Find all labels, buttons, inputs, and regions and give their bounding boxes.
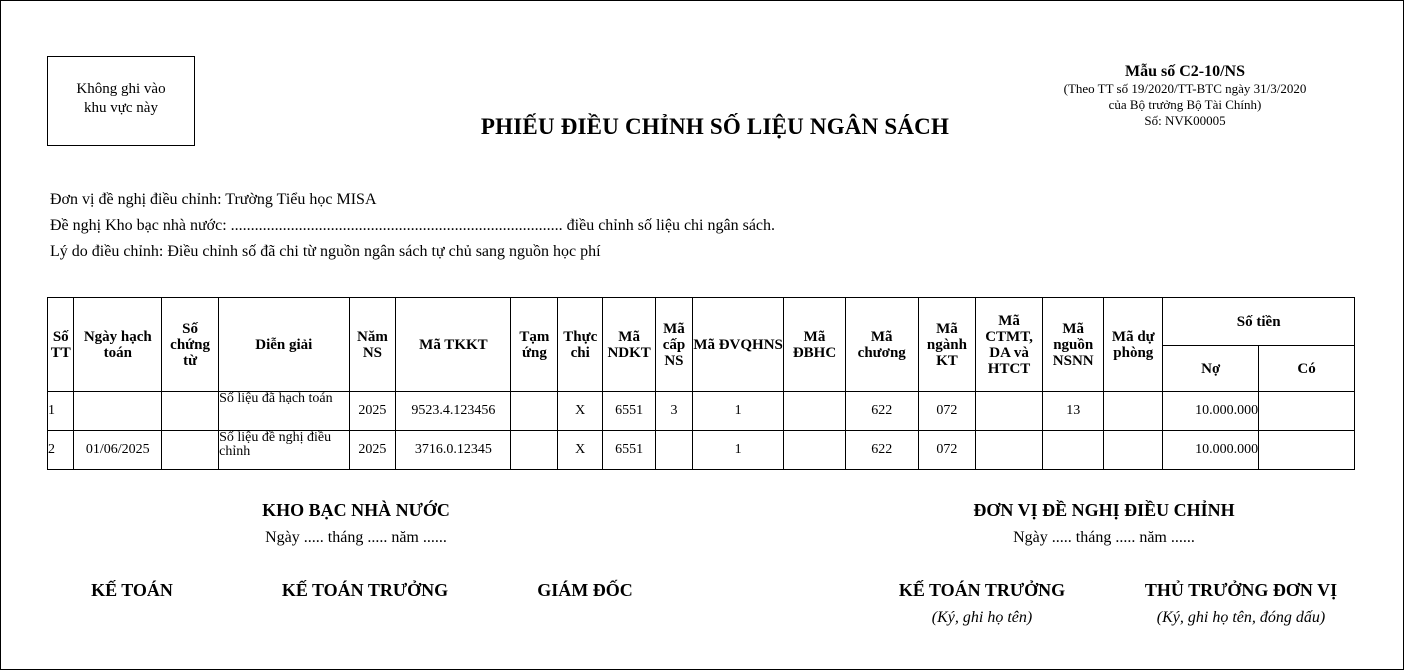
- cell-chuong: 622: [845, 392, 918, 431]
- no-write-line1: Không ghi vào: [76, 81, 166, 97]
- form-number: Mẫu số C2-10/NS: [1124, 63, 1245, 80]
- cell-ndkt: 6551: [603, 431, 656, 470]
- kho-bac-heading: KHO BẠC NHÀ NƯỚC: [262, 500, 450, 520]
- cell-cap-ns: [656, 431, 693, 470]
- cell-nam: 2025: [349, 431, 396, 470]
- unit-line: Đơn vị đề nghị điều chỉnh: Trường Tiểu học MISA: [50, 191, 377, 208]
- ke-toan-truong-dv-label: KẾ TOÁN TRƯỞNG: [898, 580, 1066, 600]
- cell-tkkt: 9523.4.123456: [396, 392, 511, 431]
- cell-so-ct: [162, 392, 219, 431]
- treasury-line: Đề nghị Kho bạc nhà nước: ................................................................................... điều chỉnh số liệu chi ngân sách.: [50, 217, 776, 234]
- ke-toan-truong-kb-label: KẾ TOÁN TRƯỞNG: [281, 580, 449, 600]
- cell-stt: 2: [48, 431, 74, 470]
- thu-truong-note: (Ký, ghi họ tên, đóng dấu): [1156, 609, 1326, 626]
- cell-thuc-chi: X: [558, 431, 603, 470]
- cell-dien-giai: Số liệu đã hạch toán: [219, 392, 349, 431]
- kho-bac-date: Ngày ..... tháng ..... năm ......: [265, 529, 447, 546]
- cell-stt: 1: [48, 392, 74, 431]
- cell-dien-giai: Số liệu đề nghị điều chỉnh: [219, 431, 349, 470]
- th-ma-du-phong: Mã dự phòng: [1104, 298, 1163, 392]
- cell-co: [1259, 431, 1355, 470]
- don-vi-date: Ngày ..... tháng ..... năm ......: [1013, 529, 1195, 546]
- cell-dvqhns: 1: [692, 431, 784, 470]
- th-ma-nganh-kt: Mã ngành KT: [918, 298, 975, 392]
- reason-line: Lý do điều chỉnh: Điều chỉnh số đã chi từ nguồn ngân sách tự chủ sang nguồn học phí: [50, 243, 601, 260]
- th-ma-dbhc: Mã ĐBHC: [784, 298, 845, 392]
- th-so-chung-tu: Số chứng từ: [162, 298, 219, 392]
- th-ma-tkkt: Mã TKKT: [396, 298, 511, 392]
- th-dien-giai: Diễn giải: [219, 298, 349, 392]
- cell-tam-ung: [511, 431, 558, 470]
- cell-nguon: 13: [1043, 392, 1104, 431]
- cell-ndkt: 6551: [603, 392, 656, 431]
- cell-thuc-chi: X: [558, 392, 603, 431]
- th-ma-ndkt: Mã NDKT: [603, 298, 656, 392]
- cell-ngay: [74, 392, 162, 431]
- document-number: Số: NVK00005: [1144, 113, 1226, 128]
- th-tam-ung: Tạm ứng: [511, 298, 558, 392]
- cell-nganh: 072: [918, 431, 975, 470]
- adjustment-table: [47, 297, 1355, 470]
- cell-du-phong: [1104, 392, 1163, 431]
- th-no: Nợ: [1163, 346, 1259, 392]
- cell-dvqhns: 1: [692, 392, 784, 431]
- info-lines: [50, 187, 775, 265]
- thu-truong-label: THỦ TRƯỞNG ĐƠN VỊ: [1144, 580, 1338, 600]
- ke-toan-truong-dv-note: (Ký, ghi họ tên): [931, 609, 1033, 626]
- cell-ctmt: [975, 392, 1042, 431]
- cell-tam-ung: [511, 392, 558, 431]
- th-nam-ns: Năm NS: [349, 298, 396, 392]
- cell-dbhc: [784, 392, 845, 431]
- th-co: Có: [1259, 346, 1355, 392]
- giam-doc-label: GIÁM ĐỐC: [537, 580, 633, 600]
- th-ma-cap-ns: Mã cấp NS: [656, 298, 693, 392]
- table-row: [48, 431, 1355, 470]
- cell-no: 10.000.000: [1163, 431, 1259, 470]
- table-row: [48, 392, 1355, 431]
- cell-nganh: 072: [918, 392, 975, 431]
- cell-du-phong: [1104, 431, 1163, 470]
- cell-so-ct: [162, 431, 219, 470]
- don-vi-heading: ĐƠN VỊ ĐỀ NGHỊ ĐIỀU CHỈNH: [973, 500, 1235, 520]
- cell-ctmt: [975, 431, 1042, 470]
- th-ma-ctmt: Mã CTMT, DA và HTCT: [975, 298, 1042, 392]
- cell-no: 10.000.000: [1163, 392, 1259, 431]
- page-title: PHIẾU ĐIỀU CHỈNH SỐ LIỆU NGÂN SÁCH: [480, 114, 950, 139]
- cell-cap-ns: 3: [656, 392, 693, 431]
- cell-nam: 2025: [349, 392, 396, 431]
- cell-chuong: 622: [845, 431, 918, 470]
- th-ma-chuong: Mã chương: [845, 298, 918, 392]
- no-write-line2: khu vực này: [84, 100, 158, 116]
- ke-toan-label: KẾ TOÁN: [91, 580, 173, 600]
- th-ngay-hach-toan: Ngày hạch toán: [74, 298, 162, 392]
- cell-dbhc: [784, 431, 845, 470]
- th-ma-nguon: Mã nguồn NSNN: [1043, 298, 1104, 392]
- th-ma-dvqhns: Mã ĐVQHNS: [692, 298, 784, 392]
- cell-ngay: 01/06/2025: [74, 431, 162, 470]
- th-stt: Số TT: [48, 298, 74, 392]
- cell-tkkt: 3716.0.12345: [396, 431, 511, 470]
- cell-nguon: [1043, 431, 1104, 470]
- th-thuc-chi: Thực chi: [558, 298, 603, 392]
- cell-co: [1259, 392, 1355, 431]
- th-so-tien: Số tiền: [1163, 298, 1355, 346]
- form-ref-line2: của Bộ trưởng Bộ Tài Chính): [1108, 97, 1262, 112]
- form-ref-line1: (Theo TT số 19/2020/TT-BTC ngày 31/3/2020: [1063, 81, 1307, 96]
